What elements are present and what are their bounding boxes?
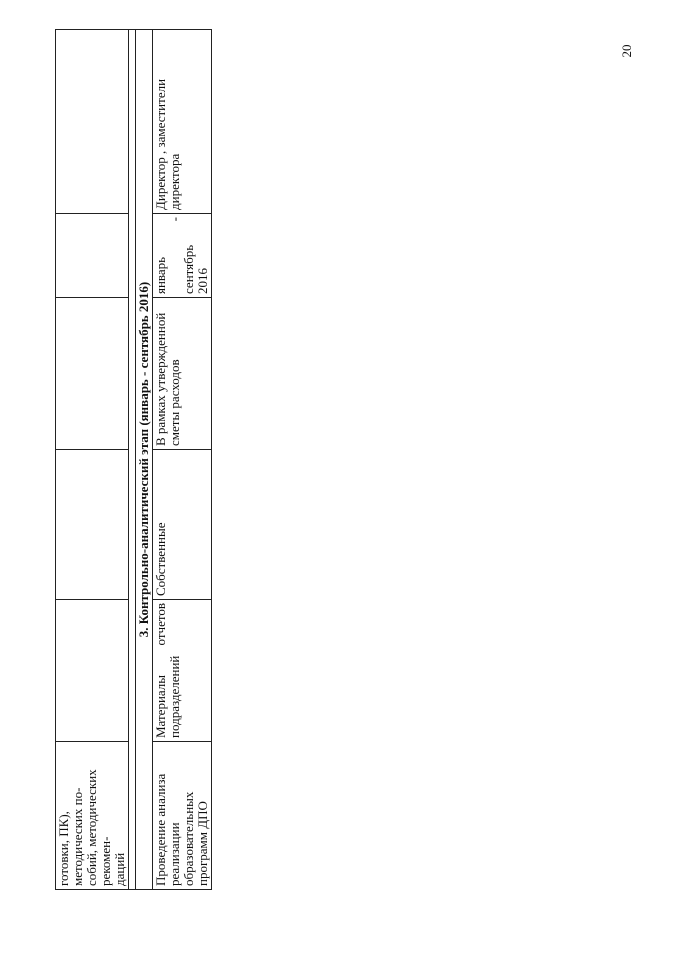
page-number: 20 <box>619 44 634 58</box>
resources-cell: Собственные <box>153 450 212 600</box>
activity-cell-continued <box>56 742 129 890</box>
responsible-cell: Директор , заместители директора <box>153 30 212 214</box>
period-cell <box>153 214 212 298</box>
responsible-cell-continued <box>56 30 129 214</box>
resources-cell-continued <box>56 450 129 600</box>
period-start: январь <box>153 256 168 294</box>
financing-cell-continued <box>56 298 129 450</box>
stage-heading-row <box>136 30 153 890</box>
separator-cell <box>129 30 136 890</box>
activity-line: готовки, ПК), методических по- <box>56 787 85 886</box>
period-cell-continued <box>56 214 129 298</box>
materials-cell: Материалы отчетов подразделений <box>153 600 212 742</box>
materials-cell-continued <box>56 600 129 742</box>
financing-cell: В рамках утвержденной сметы расходов <box>153 298 212 450</box>
activity-line: даций <box>112 852 127 886</box>
table-row <box>153 30 212 890</box>
rotated-table-frame <box>55 30 210 890</box>
plan-table <box>55 29 212 890</box>
period-end: сентябрь 2016 <box>181 244 210 294</box>
table-separator-row <box>129 30 136 890</box>
period-dash: - <box>167 217 182 222</box>
table-row-continued <box>56 30 129 890</box>
activity-line: собий, методических рекомен- <box>84 769 113 886</box>
stage-heading: 3. Контрольно-аналитический этап (январь - сентябрь 2016) <box>136 30 153 890</box>
activity-cell: Проведение анализа реализации образовательных программ ДПО <box>153 742 212 890</box>
